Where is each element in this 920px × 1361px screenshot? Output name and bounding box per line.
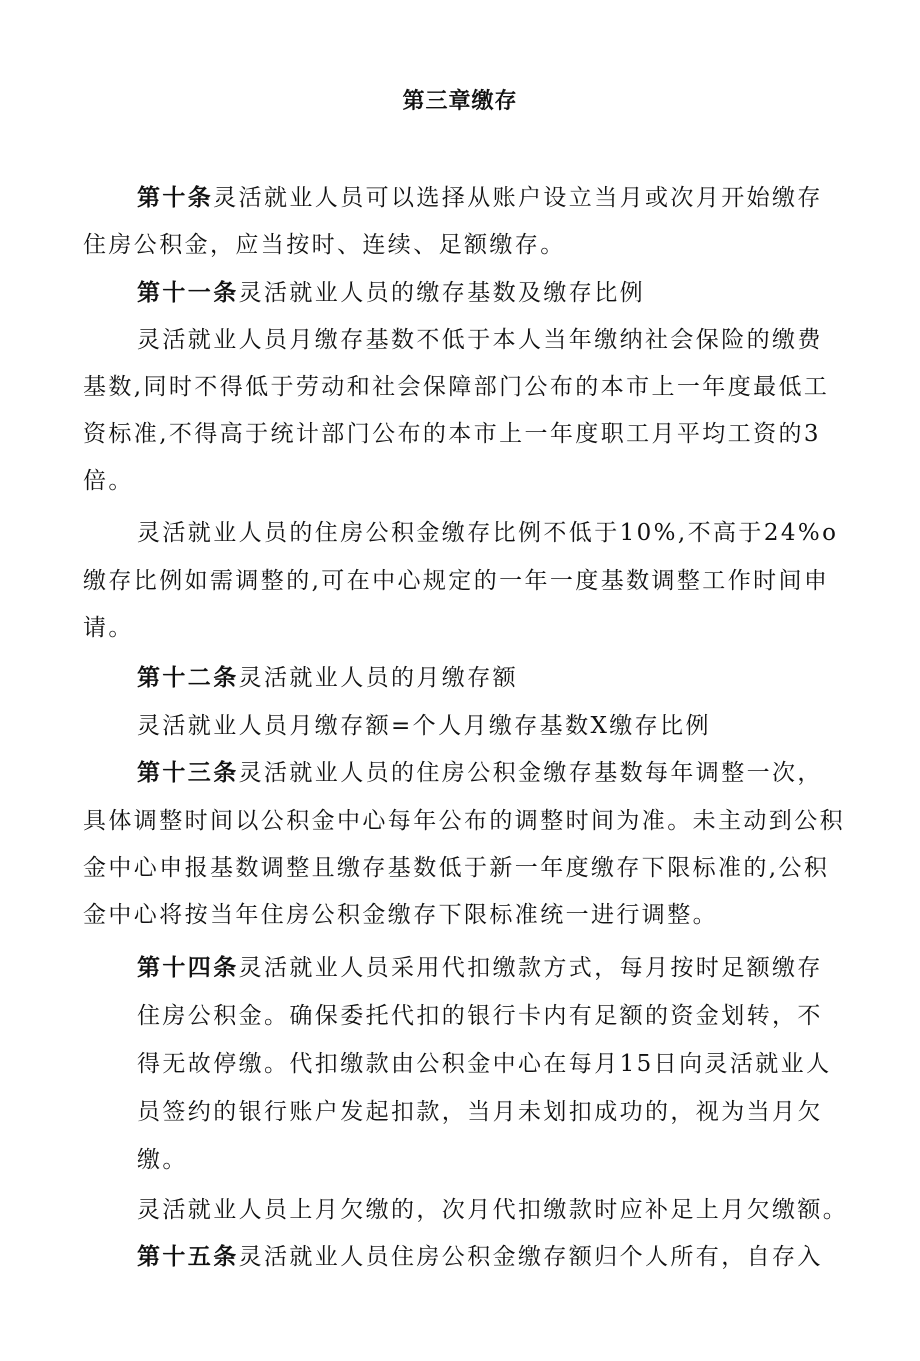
article-13-line-3: 金中心申报基数调整且缴存基数低于新一年度缴存下限标准的,公积: [83, 855, 830, 881]
article-14-line-1: 第十四条灵活就业人员采用代扣缴款方式，每月按时足额缴存: [137, 954, 823, 981]
article-11-para-1-line-4: 倍。: [83, 468, 134, 494]
article-15-line-1: 第十五条灵活就业人员住房公积金缴存额归个人所有，自存入: [137, 1243, 823, 1270]
article-14-line-2: 住房公积金。确保委托代扣的银行卡内有足额的资金划转，不: [137, 1003, 823, 1029]
article-11-para-2-line-1: 灵活就业人员的住房公积金缴存比例不低于10%,不高于24%o: [137, 520, 839, 546]
article-14-line-3: 得无故停缴。代扣缴款由公积金中心在每月15日向灵活就业人: [137, 1051, 832, 1077]
article-10-heading: 第十条: [137, 184, 214, 211]
article-11-para-2-line-3: 请。: [83, 615, 134, 641]
article-15-heading: 第十五条: [137, 1243, 239, 1270]
article-10-line-2: 住房公积金，应当按时、连续、足额缴存。: [83, 232, 566, 258]
chapter-title: 第三章缴存: [402, 88, 518, 114]
article-13-line-2: 具体调整时间以公积金中心每年公布的调整时间为准。未主动到公积: [83, 808, 845, 834]
article-10-line-1: 第十条灵活就业人员可以选择从账户设立当月或次月开始缴存: [137, 184, 823, 211]
article-12-para-1-line-1: 灵活就业人员月缴存额=个人月缴存基数X缴存比例: [137, 713, 711, 739]
article-14-heading: 第十四条: [137, 954, 239, 981]
article-13-line-4: 金中心将按当年住房公积金缴存下限标准统一进行调整。: [83, 902, 718, 928]
article-13-line-1: 第十三条灵活就业人员的住房公积金缴存基数每年调整一次，: [137, 759, 823, 786]
article-11-para-2-line-2: 缴存比例如需调整的,可在中心规定的一年一度基数调整工作时间申: [83, 568, 830, 594]
article-12-line-1: 第十二条灵活就业人员的月缴存额: [137, 664, 519, 691]
article-11-heading: 第十一条: [137, 279, 239, 306]
article-14-line-4: 员签约的银行账户发起扣款，当月未划扣成功的，视为当月欠: [137, 1099, 823, 1125]
article-13-heading: 第十三条: [137, 759, 239, 786]
article-14-para-1-line-1: 灵活就业人员上月欠缴的，次月代扣缴款时应补足上月欠缴额。: [137, 1197, 849, 1223]
article-12-heading: 第十二条: [137, 664, 239, 691]
article-14-line-5: 缴。: [137, 1147, 188, 1173]
article-11-para-1-line-3: 资标准,不得高于统计部门公布的本市上一年度职工月平均工资的3: [83, 421, 821, 447]
article-11-line-1: 第十一条灵活就业人员的缴存基数及缴存比例: [137, 279, 646, 306]
article-11-para-1-line-2: 基数,同时不得低于劳动和社会保障部门公布的本市上一年度最低工: [83, 374, 830, 400]
article-11-para-1-line-1: 灵活就业人员月缴存基数不低于本人当年缴纳社会保险的缴费: [137, 327, 823, 353]
